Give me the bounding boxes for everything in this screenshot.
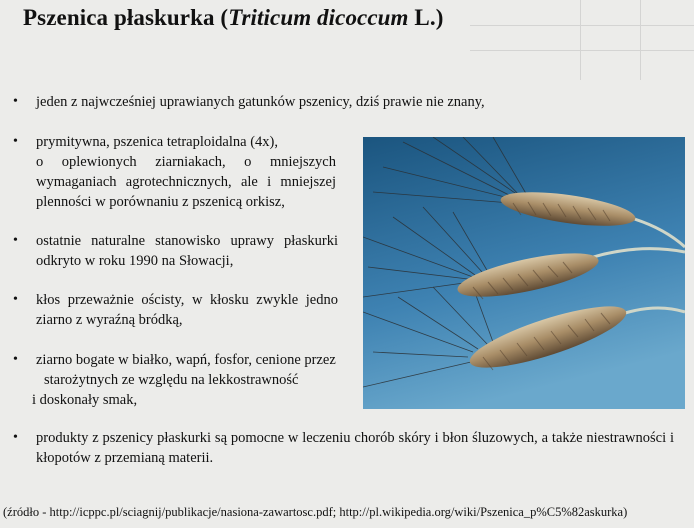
bullet-dot: • xyxy=(13,233,18,248)
source-citation: (źródło - http://icppc.pl/sciagnij/publikacje/nasiona-zawartosc.pdf; http://pl.wikipedia.org/wiki/Pszenica_p%C5%82askurka) xyxy=(3,505,628,519)
bullet-item: • jeden z najwcześniej uprawianych gatunków pszenicy, dziś prawie nie znany, xyxy=(13,94,485,110)
bullet-item: • ostatnie naturalne stanowisko uprawy płaskurki odkryto w roku 1990 na Słowacji, xyxy=(13,233,338,269)
bullet-item: • prymitywna, pszenica tetraploidalna (4x), o oplewionych ziarniakach, o mniejszych wymaganiach agrotechnicznych, ale i mniejszej plenności w porównaniu z pszenicą orkisz, xyxy=(13,134,336,210)
bullet-dot: • xyxy=(13,94,18,109)
bullet-item: • ziarno bogate w białko, wapń, fosfor, cenione przez starożytnych ze względu na lekkostrawność i doskonały smak, xyxy=(13,352,336,408)
faded-background-table xyxy=(470,0,694,80)
bullet-dot: • xyxy=(13,430,18,445)
bullet-dot: • xyxy=(13,134,18,149)
bullet-item: • produkty z pszenicy płaskurki są pomocne w leczeniu chorób skóry i błon śluzowych, a także niestrawności i kłopotów z przemianą materii. xyxy=(13,430,674,466)
latin-name: Triticum dicoccum xyxy=(228,5,409,30)
bullet-dot: • xyxy=(13,352,18,367)
bullet-item: • kłos przeważnie ościsty, w kłosku zwykle jedno ziarno z wyraźną bródką, xyxy=(13,292,338,328)
page-title: Pszenica płaskurka (Triticum dicoccum L.) xyxy=(23,5,444,30)
wheat-photo xyxy=(363,137,685,409)
bullet-dot: • xyxy=(13,292,18,307)
